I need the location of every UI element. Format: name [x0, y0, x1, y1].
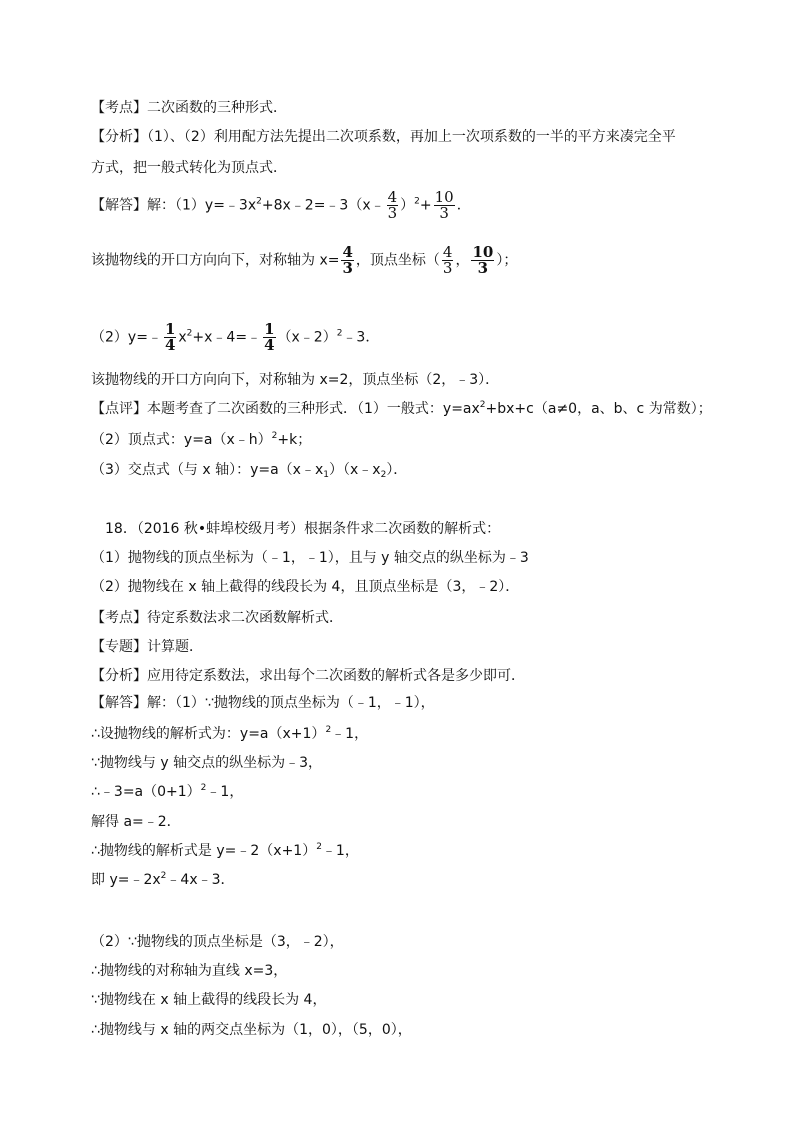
dianping-line [91, 400, 712, 418]
intercept-form-line [91, 461, 407, 479]
fraction [387, 190, 399, 221]
numerator: 10 [434, 188, 454, 206]
jieda-line [91, 190, 471, 221]
part2-step-2: ∴抛物线的对称轴为直线 x=3， [91, 963, 288, 979]
numerator: 1 [164, 320, 176, 338]
text: 【解答】解：（1）y=﹣3x [91, 197, 257, 214]
fraction [442, 245, 454, 276]
step-1 [91, 725, 368, 743]
axis-vertex-line-2: 该抛物线的开口方向向下，对称轴为 x=2，顶点坐标（2，﹣3）． [91, 372, 500, 388]
step-3 [91, 783, 243, 801]
denominator: 3 [342, 259, 353, 277]
part2-step-3: ∵抛物线在 x 轴上截得的线段长为 4， [91, 992, 327, 1008]
numerator: 4 [387, 188, 398, 206]
text: ） [400, 197, 415, 214]
part2-step-4: ∴抛物线与 x 轴的两交点坐标为（1，0），（5，0）， [91, 1022, 412, 1038]
text: 该抛物线的开口方向向下，对称轴为 x= [91, 252, 340, 269]
text: 【点评】本题考查了二次函数的三种形式．（1）一般式：y=ax [91, 401, 480, 417]
exponent: 2 [316, 842, 322, 852]
step-2: ∵抛物线与 y 轴交点的纵坐标为﹣3， [91, 755, 322, 771]
numerator: 4 [442, 243, 453, 261]
exponent: 2 [256, 196, 262, 207]
text: ﹣4x﹣3． [166, 872, 235, 888]
text: ，顶点坐标（ [355, 252, 440, 269]
denominator: 4 [164, 336, 176, 354]
part2-step-1: （2）∵抛物线的顶点坐标是（3，﹣2）， [91, 934, 344, 950]
text: （3）交点式（与 x 轴）：y=a（x﹣x [91, 462, 324, 478]
exponent: 2 [271, 431, 278, 441]
text: x [178, 329, 187, 346]
exponent: 2 [336, 328, 343, 339]
text: （2）y=﹣ [91, 329, 162, 346]
fenxi-line-2: 方式，把一般式转化为顶点式． [91, 160, 287, 176]
step-5 [91, 842, 359, 860]
text: + [419, 197, 432, 214]
denominator: 4 [264, 336, 275, 354]
text: ∴﹣3=a（0+1） [91, 784, 201, 800]
text: ∴设抛物线的解析式为：y=a（x+1） [91, 726, 326, 742]
exponent: 2 [186, 328, 193, 339]
subscript: 1 [323, 470, 329, 480]
step-4: 解得 a=﹣2． [91, 814, 181, 830]
numerator: 10 [472, 243, 494, 261]
denominator: 3 [442, 259, 453, 277]
subscript: 2 [380, 470, 387, 480]
text: +bx+c（a≠0，a、b、c 为常数）； [485, 401, 712, 417]
text: +k； [277, 432, 312, 448]
text: 即 y=﹣2x [91, 872, 161, 888]
jieda-line-2: 【解答】解：（1）∵抛物线的顶点坐标为（﹣1，﹣1）， [91, 695, 435, 711]
text: ﹣1， [206, 784, 244, 800]
denominator: 3 [387, 204, 398, 222]
text: （x﹣2） [277, 329, 337, 346]
exponent: 2 [200, 783, 207, 793]
text: ）； [496, 252, 518, 269]
text: ﹣1， [321, 843, 359, 859]
fraction [164, 322, 176, 353]
step-6 [91, 871, 235, 889]
text: ， [455, 252, 470, 269]
denominator: 3 [471, 260, 494, 276]
fraction [263, 322, 275, 353]
fenxi-line-1: 【分析】（1）、（2）利用配方法先提出二次项系数，再加上一次项系数的一半的平方来凑完全平 [91, 129, 676, 145]
text: ． [456, 197, 471, 214]
question-part-1: （1）抛物线的顶点坐标为（﹣1，﹣1），且与 y 轴交点的纵坐标为﹣3 [91, 550, 529, 566]
zhuanti-line: 【专题】计算题． [91, 639, 203, 655]
text: ）． [386, 462, 408, 478]
fraction [434, 190, 455, 221]
text: （2）顶点式：y=a（x﹣h） [91, 432, 272, 448]
question-part-2: （2）抛物线在 x 轴上截得的线段长为 4，且顶点坐标是（3，﹣2）． [91, 579, 520, 595]
text: +x﹣4=﹣ [192, 329, 262, 346]
denominator: 3 [434, 205, 455, 221]
kaodian-line-2: 【考点】待定系数法求二次函数解析式． [91, 610, 343, 626]
numerator: 1 [264, 320, 275, 338]
question-18-title: 18．（2016 秋•蚌埠校级月考）根据条件求二次函数的解析式： [105, 521, 501, 537]
vertex-form-line [91, 431, 311, 449]
fraction [341, 245, 353, 276]
text: +8x﹣2=﹣3（x﹣ [261, 197, 385, 214]
text: ﹣3． [342, 329, 380, 346]
exponent: 2 [160, 871, 167, 881]
exponent: 2 [325, 725, 332, 735]
text: ）（x﹣x [329, 462, 381, 478]
part2-solution-line [91, 322, 379, 353]
exponent: 2 [479, 400, 486, 410]
numerator: 4 [342, 243, 353, 261]
kaodian-line: 【考点】二次函数的三种形式． [91, 100, 287, 116]
exponent: 2 [414, 196, 420, 207]
fenxi-line-3: 【分析】应用待定系数法，求出每个二次函数的解析式各是多少即可． [91, 668, 525, 684]
text: ∴抛物线的解析式是 y=﹣2（x+1） [91, 843, 317, 859]
fraction [471, 245, 494, 276]
axis-vertex-line [91, 245, 517, 276]
text: ﹣1， [331, 726, 369, 742]
